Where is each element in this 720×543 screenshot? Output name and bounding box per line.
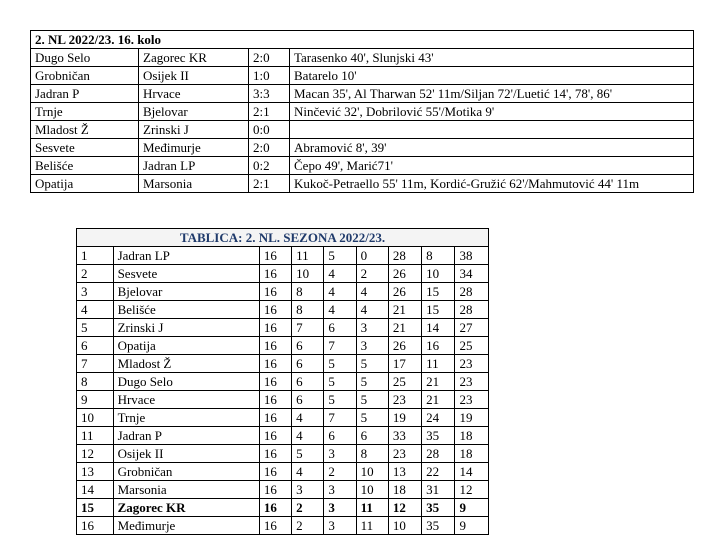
position: 11	[77, 427, 114, 445]
draws: 3	[324, 517, 356, 535]
position: 10	[77, 409, 114, 427]
draws: 5	[324, 247, 356, 265]
standings-row	[77, 301, 489, 319]
team-name: Jadran LP	[113, 247, 259, 265]
goals-against: 21	[422, 391, 455, 409]
draws: 5	[324, 373, 356, 391]
match-score: 2:1	[249, 103, 290, 121]
home-team: Sesvete	[31, 139, 139, 157]
home-team: Opatija	[31, 175, 139, 193]
draws: 5	[324, 391, 356, 409]
losses: 5	[356, 373, 388, 391]
away-team: Osijek II	[139, 67, 249, 85]
team-name: Grobničan	[113, 463, 259, 481]
goals-for: 21	[388, 301, 421, 319]
points: 18	[455, 427, 489, 445]
wins: 2	[292, 499, 324, 517]
goals-against: 22	[422, 463, 455, 481]
goals-for: 25	[388, 373, 421, 391]
draws: 3	[324, 481, 356, 499]
position: 8	[77, 373, 114, 391]
points: 18	[455, 445, 489, 463]
goals-for: 21	[388, 319, 421, 337]
draws: 7	[324, 409, 356, 427]
played: 16	[259, 499, 291, 517]
standings-row	[77, 355, 489, 373]
points: 12	[455, 481, 489, 499]
losses: 10	[356, 481, 388, 499]
played: 16	[259, 409, 291, 427]
points: 9	[455, 517, 489, 535]
goals-for: 28	[388, 247, 421, 265]
goals-for: 26	[388, 265, 421, 283]
goals-against: 28	[422, 445, 455, 463]
wins: 8	[292, 283, 324, 301]
team-name: Opatija	[113, 337, 259, 355]
standings-row	[77, 445, 489, 463]
standings-row	[77, 499, 489, 517]
position: 4	[77, 301, 114, 319]
losses: 4	[356, 301, 388, 319]
away-team: Marsonia	[139, 175, 249, 193]
team-name: Sesvete	[113, 265, 259, 283]
points: 23	[455, 355, 489, 373]
wins: 11	[292, 247, 324, 265]
standings-row	[77, 517, 489, 535]
standings-row	[77, 373, 489, 391]
team-name: Osijek II	[113, 445, 259, 463]
position: 1	[77, 247, 114, 265]
goals-against: 31	[422, 481, 455, 499]
standings-row	[77, 409, 489, 427]
standings-row	[77, 463, 489, 481]
draws: 6	[324, 427, 356, 445]
losses: 11	[356, 499, 388, 517]
home-team: Dugo Selo	[31, 49, 139, 67]
goals-for: 26	[388, 283, 421, 301]
match-row	[31, 103, 694, 121]
draws: 4	[324, 301, 356, 319]
goals-against: 11	[422, 355, 455, 373]
losses: 0	[356, 247, 388, 265]
played: 16	[259, 427, 291, 445]
position: 14	[77, 481, 114, 499]
points: 34	[455, 265, 489, 283]
standings-row	[77, 247, 489, 265]
position: 5	[77, 319, 114, 337]
goals-for: 10	[388, 517, 421, 535]
points: 38	[455, 247, 489, 265]
away-team: Međimurje	[139, 139, 249, 157]
points: 25	[455, 337, 489, 355]
position: 15	[77, 499, 114, 517]
played: 16	[259, 391, 291, 409]
home-team: Jadran P	[31, 85, 139, 103]
goals-for: 33	[388, 427, 421, 445]
goals-against: 21	[422, 373, 455, 391]
wins: 6	[292, 337, 324, 355]
draws: 3	[324, 445, 356, 463]
goals-against: 35	[422, 517, 455, 535]
position: 16	[77, 517, 114, 535]
match-score: 2:0	[249, 49, 290, 67]
results-title-row	[31, 31, 694, 49]
away-team: Hrvace	[139, 85, 249, 103]
draws: 4	[324, 283, 356, 301]
match-score: 3:3	[249, 85, 290, 103]
played: 16	[259, 481, 291, 499]
match-scorers: Abramović 8', 39'	[290, 139, 694, 157]
team-name: Zrinski J	[113, 319, 259, 337]
wins: 6	[292, 355, 324, 373]
match-scorers: Kukoč-Petraello 55' 11m, Kordić-Gružić 62'/Mahmutović 44' 11m	[290, 175, 694, 193]
points: 23	[455, 373, 489, 391]
played: 16	[259, 301, 291, 319]
points: 27	[455, 319, 489, 337]
goals-against: 35	[422, 427, 455, 445]
draws: 7	[324, 337, 356, 355]
goals-against: 15	[422, 283, 455, 301]
draws: 5	[324, 355, 356, 373]
position: 3	[77, 283, 114, 301]
standings-row	[77, 481, 489, 499]
match-score: 2:1	[249, 175, 290, 193]
position: 2	[77, 265, 114, 283]
goals-against: 15	[422, 301, 455, 319]
draws: 4	[324, 265, 356, 283]
losses: 5	[356, 391, 388, 409]
team-name: Trnje	[113, 409, 259, 427]
points: 23	[455, 391, 489, 409]
goals-for: 17	[388, 355, 421, 373]
position: 12	[77, 445, 114, 463]
wins: 6	[292, 391, 324, 409]
away-team: Zagorec KR	[139, 49, 249, 67]
goals-against: 35	[422, 499, 455, 517]
wins: 4	[292, 427, 324, 445]
wins: 10	[292, 265, 324, 283]
played: 16	[259, 355, 291, 373]
losses: 3	[356, 319, 388, 337]
draws: 6	[324, 319, 356, 337]
standings-row	[77, 391, 489, 409]
losses: 5	[356, 355, 388, 373]
match-row	[31, 49, 694, 67]
results-table	[30, 30, 694, 193]
points: 28	[455, 301, 489, 319]
goals-for: 23	[388, 445, 421, 463]
goals-for: 19	[388, 409, 421, 427]
points: 14	[455, 463, 489, 481]
played: 16	[259, 463, 291, 481]
wins: 7	[292, 319, 324, 337]
standings-row	[77, 319, 489, 337]
losses: 6	[356, 427, 388, 445]
match-score: 1:0	[249, 67, 290, 85]
results-title: 2. NL 2022/23. 16. kolo	[31, 31, 694, 49]
standings-title-row	[77, 229, 489, 247]
away-team: Jadran LP	[139, 157, 249, 175]
match-score: 0:0	[249, 121, 290, 139]
match-row	[31, 85, 694, 103]
position: 13	[77, 463, 114, 481]
goals-against: 16	[422, 337, 455, 355]
wins: 4	[292, 409, 324, 427]
match-score: 0:2	[249, 157, 290, 175]
match-row	[31, 157, 694, 175]
team-name: Belišće	[113, 301, 259, 319]
standings-title: TABLICA: 2. NL. SEZONA 2022/23.	[77, 229, 489, 247]
match-row	[31, 121, 694, 139]
goals-for: 23	[388, 391, 421, 409]
goals-against: 10	[422, 265, 455, 283]
played: 16	[259, 319, 291, 337]
draws: 3	[324, 499, 356, 517]
goals-against: 14	[422, 319, 455, 337]
standings-table	[76, 228, 489, 535]
away-team: Bjelovar	[139, 103, 249, 121]
match-row	[31, 175, 694, 193]
match-scorers: Tarasenko 40', Slunjski 43'	[290, 49, 694, 67]
team-name: Međimurje	[113, 517, 259, 535]
losses: 2	[356, 265, 388, 283]
played: 16	[259, 373, 291, 391]
wins: 8	[292, 301, 324, 319]
home-team: Grobničan	[31, 67, 139, 85]
team-name: Bjelovar	[113, 283, 259, 301]
position: 6	[77, 337, 114, 355]
points: 19	[455, 409, 489, 427]
losses: 11	[356, 517, 388, 535]
match-scorers	[290, 121, 694, 139]
wins: 5	[292, 445, 324, 463]
team-name: Hrvace	[113, 391, 259, 409]
team-name: Zagorec KR	[113, 499, 259, 517]
match-scorers: Ninčević 32', Dobrilović 55'/Motika 9'	[290, 103, 694, 121]
match-row	[31, 67, 694, 85]
losses: 3	[356, 337, 388, 355]
away-team: Zrinski J	[139, 121, 249, 139]
played: 16	[259, 265, 291, 283]
team-name: Marsonia	[113, 481, 259, 499]
points: 28	[455, 283, 489, 301]
team-name: Mladost Ž	[113, 355, 259, 373]
match-scorers: Macan 35', Al Tharwan 52' 11m/Siljan 72'/Luetić 14', 78', 86'	[290, 85, 694, 103]
wins: 3	[292, 481, 324, 499]
losses: 8	[356, 445, 388, 463]
standings-row	[77, 283, 489, 301]
losses: 5	[356, 409, 388, 427]
match-row	[31, 139, 694, 157]
goals-for: 12	[388, 499, 421, 517]
played: 16	[259, 337, 291, 355]
wins: 6	[292, 373, 324, 391]
team-name: Jadran P	[113, 427, 259, 445]
goals-for: 26	[388, 337, 421, 355]
goals-against: 8	[422, 247, 455, 265]
standings-row	[77, 265, 489, 283]
played: 16	[259, 283, 291, 301]
wins: 4	[292, 463, 324, 481]
goals-for: 13	[388, 463, 421, 481]
losses: 10	[356, 463, 388, 481]
points: 9	[455, 499, 489, 517]
played: 16	[259, 517, 291, 535]
match-scorers: Čepo 49', Marić71'	[290, 157, 694, 175]
home-team: Mladost Ž	[31, 121, 139, 139]
match-scorers: Batarelo 10'	[290, 67, 694, 85]
position: 7	[77, 355, 114, 373]
standings-row	[77, 427, 489, 445]
draws: 2	[324, 463, 356, 481]
losses: 4	[356, 283, 388, 301]
played: 16	[259, 247, 291, 265]
match-score: 2:0	[249, 139, 290, 157]
goals-against: 24	[422, 409, 455, 427]
wins: 2	[292, 517, 324, 535]
goals-for: 18	[388, 481, 421, 499]
position: 9	[77, 391, 114, 409]
team-name: Dugo Selo	[113, 373, 259, 391]
home-team: Belišće	[31, 157, 139, 175]
standings-row	[77, 337, 489, 355]
played: 16	[259, 445, 291, 463]
home-team: Trnje	[31, 103, 139, 121]
